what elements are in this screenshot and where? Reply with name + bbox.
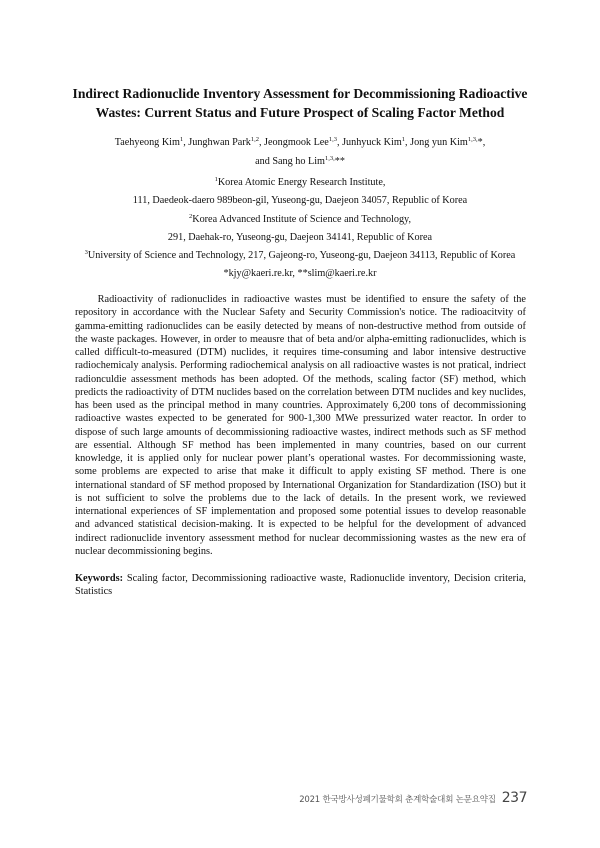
keywords <box>75 572 526 599</box>
author: Taehyeong Kim$^1$, <box>114 136 189 148</box>
last-author: and Sang ho Lim$^{1,3,}$** <box>255 155 345 167</box>
affiliation-2-address: 291, Daehak-ro, Yuseong-gu, Daejeon 34141, Republic of Korea <box>167 232 433 243</box>
proceedings-title: 2021 한국방사성폐기물학회 춘계학술대회 논문요약집 <box>299 795 496 805</box>
keywords-label: Keywords: <box>75 573 124 584</box>
affiliation-1-address: 111, Daedeok-daero 989beon-gil, Yuseong-gu, Daejeon 34057, Republic of Korea <box>132 195 468 206</box>
author: Junhyuck Kim$^1$, <box>342 136 411 148</box>
abstract-paragraph: Radioactivity of radionuclides in radioactive wastes must be identified to ensure the safety of the repository in accordance with the Nuclear Safety and Security Commission's notice. The radioacitvity of gamma-emitting radionuclides can be easily detected by means of non-destructive method from outside of the waste packages. However, in order to meausre that of beta and/or alpha-emitting radionuclides, which is called difficult-to-measured (DTM) nuclides, it requires time-consuming and labor intensive destructive radiochemicaly analysis. Performing radiochemical analysis on all radioactive wastes is not pratical, indriect radionculdie assessment methods has been adopted. Of the methods, scaling factor (SF) method, which predicts the radioactivity of DTM nuclides based on the correlation between DTM nuclides and key nuclides, has been used as the principal method in many countries. Approximately 6,200 tons of decommissioning radioactive wastes expected to be generated for 900-1,300 MWe pressurized water reactor. In order to dispose of such large amounts of decommissioning radioactive wastes, indirect methods such as SF method are essential. Although SF method has been implemented in many countries, based on our current knowledge, it is applied only for nuclear power plant’s operational wastes. For decommissioning waste, some problems are expected to arise that make it difficult to apply existing SF method. There is one international standard of SF method proposed by International Organization for Standardization (ISO) but it is not sufficient to solve the problems due to the lack of details. In the present work, we reviewed international experiences of SF implementation and proposed some potential issues to develop reasonable and advanced statistical decision-making. It is expected to be helpful for the development of advanced indirect radionuclide inventory assessment method for nuclear decommissioning wastes as the new era of nuclear decommissioning begins. <box>75 294 526 557</box>
author: Jeongmook Lee$^{1,3}$, <box>264 136 343 148</box>
corresponding-emails: *kjy@kaeri.re.kr, **slim@kaeri.re.kr <box>223 268 377 279</box>
title-line-1: Indirect Radionuclide Inventory Assessment for Decommissioning Radioactive <box>72 86 528 101</box>
title-line-2: Wastes: Current Status and Future Prospect of Scaling Factor Method <box>95 105 505 120</box>
author: Jong yun Kim$^{1,3,}$*, <box>410 136 486 148</box>
author: Junghwan Park$^{1,2}$, <box>188 136 265 148</box>
keywords-list: Scaling factor, Decommissioning radioactive waste, Radionuclide inventory, Decision criteria, Statistics <box>75 573 526 598</box>
page-footer <box>299 790 527 806</box>
page-number: 237 <box>501 790 527 806</box>
affiliation-1-name: $^1$Korea Atomic Energy Research Institute, <box>214 176 386 188</box>
affiliation-3: $^3$University of Science and Technology, 217, Gajeong-ro, Yuseong-gu, Daejeon 34113, Republic of Korea <box>84 249 516 261</box>
author-list <box>60 136 540 149</box>
affiliation-2-name: $^2$Korea Advanced Institute of Science and Technology, <box>188 213 412 225</box>
paper-title <box>70 84 530 122</box>
